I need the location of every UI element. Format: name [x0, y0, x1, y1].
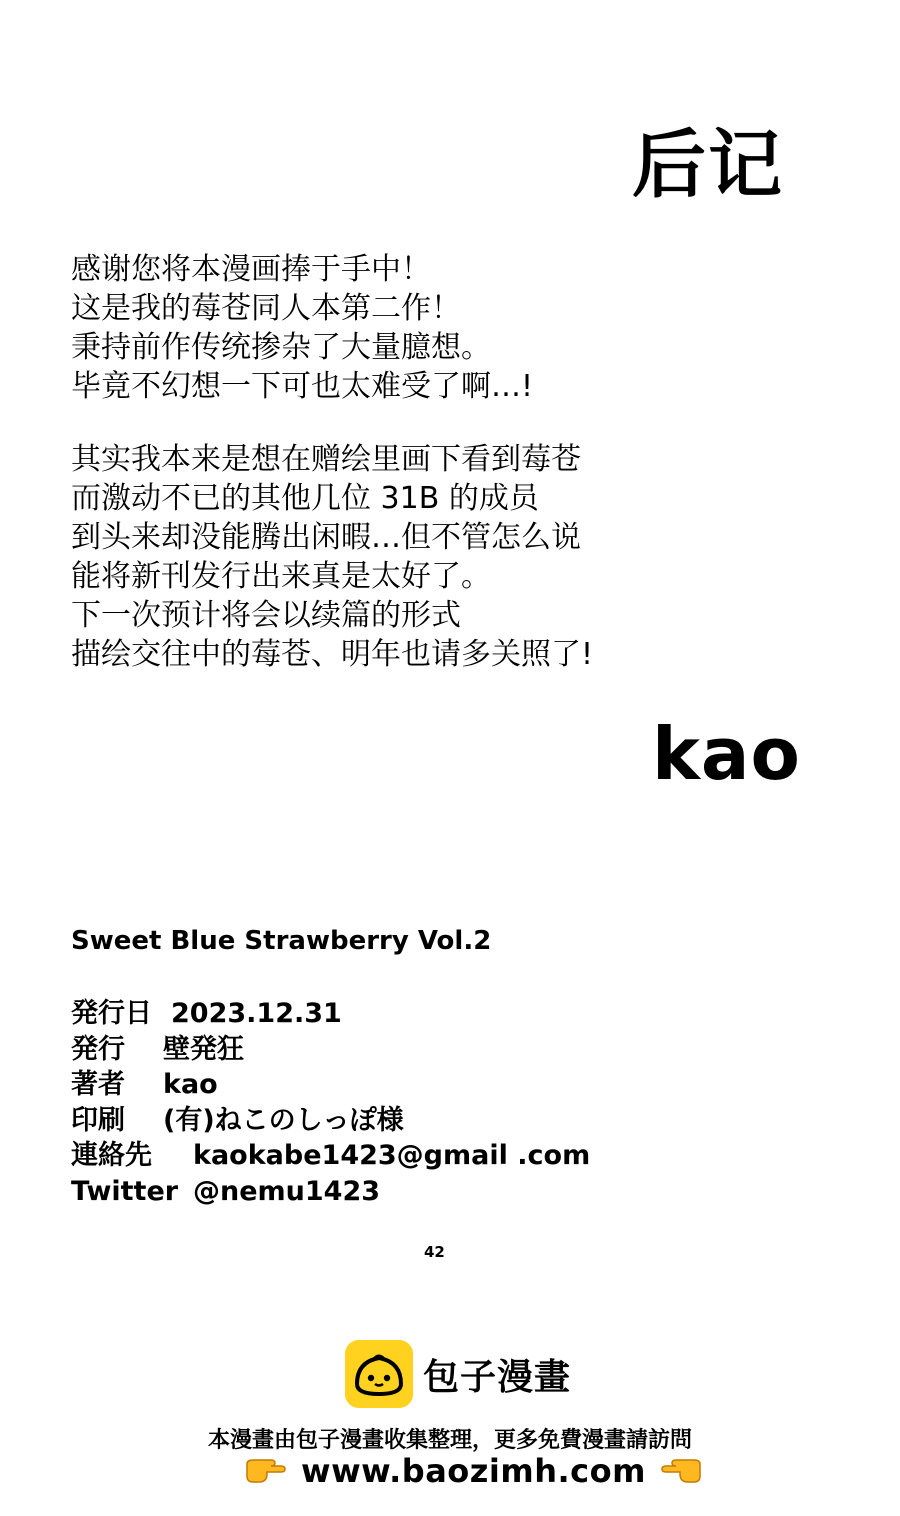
page-number: 42	[424, 1243, 445, 1261]
text-line: 能将新刊发行出来真是太好了。	[71, 559, 491, 594]
afterword-title: 后记	[632, 122, 784, 208]
colophon-key: Twitter	[71, 1175, 179, 1207]
colophon-row-publisher	[71, 1032, 590, 1068]
afterword-paragraph-1	[71, 250, 533, 406]
colophon-value: (有)ねこのしっぽ様	[163, 1104, 404, 1136]
colophon-key: 印刷	[71, 1104, 125, 1136]
colophon-row-printer	[71, 1103, 590, 1139]
afterword-paragraph-2	[71, 440, 593, 674]
text-line: 毕竟不幻想一下可也太难受了啊…!	[71, 369, 534, 404]
baozi-logo-icon	[345, 1340, 413, 1408]
pointing-left-hand-icon	[660, 1452, 702, 1490]
text-line: 描绘交往中的莓苍、明年也请多关照了!	[71, 637, 594, 672]
colophon-row-release-date	[71, 996, 590, 1032]
text-line: 而激动不已的其他几位 31B 的成员	[71, 481, 539, 516]
colophon-key: 連絡先	[71, 1140, 152, 1171]
author-signature: kao	[652, 712, 801, 796]
colophon-key: 発行日	[71, 998, 152, 1029]
text-line: 这是我的莓苍同人本第二作！	[71, 291, 461, 326]
text-line: 下一次预计将会以续篇的形式	[71, 598, 461, 633]
colophon-value: 壁発狂	[163, 1033, 244, 1065]
text-line: 其实我本来是想在赠绘里画下看到莓苍	[71, 442, 581, 477]
footer-url-row	[245, 1452, 702, 1490]
brand-name: 包子漫畫	[423, 1356, 572, 1398]
site-url-link[interactable]: www.baozimh.com	[301, 1452, 646, 1490]
footer-notice: 本漫畫由包子漫畫收集整理，更多免費漫畫請訪問	[207, 1428, 692, 1453]
colophon-value: 2023.12.31	[171, 998, 342, 1029]
text-line: 到头来却没能腾出闲暇…但不管怎么说	[71, 520, 581, 555]
text-line: 秉持前作传统掺杂了大量臆想。	[71, 330, 491, 365]
colophon	[71, 996, 590, 1209]
text-line: 感谢您将本漫画捧于手中！	[71, 252, 431, 287]
colophon-value: kaokabe1423@gmail .com	[193, 1140, 591, 1171]
colophon-value: @nemu1423	[193, 1175, 381, 1207]
pointing-right-hand-icon	[245, 1452, 287, 1490]
colophon-row-twitter	[71, 1174, 590, 1210]
book-title: Sweet Blue Strawberry Vol.2	[71, 926, 492, 956]
colophon-key: 発行	[71, 1033, 125, 1065]
baozi-brand[interactable]	[345, 1340, 571, 1408]
colophon-row-contact	[71, 1138, 590, 1174]
colophon-value: kao	[163, 1069, 218, 1100]
colophon-key: 著者	[71, 1069, 125, 1100]
colophon-row-author	[71, 1067, 590, 1103]
